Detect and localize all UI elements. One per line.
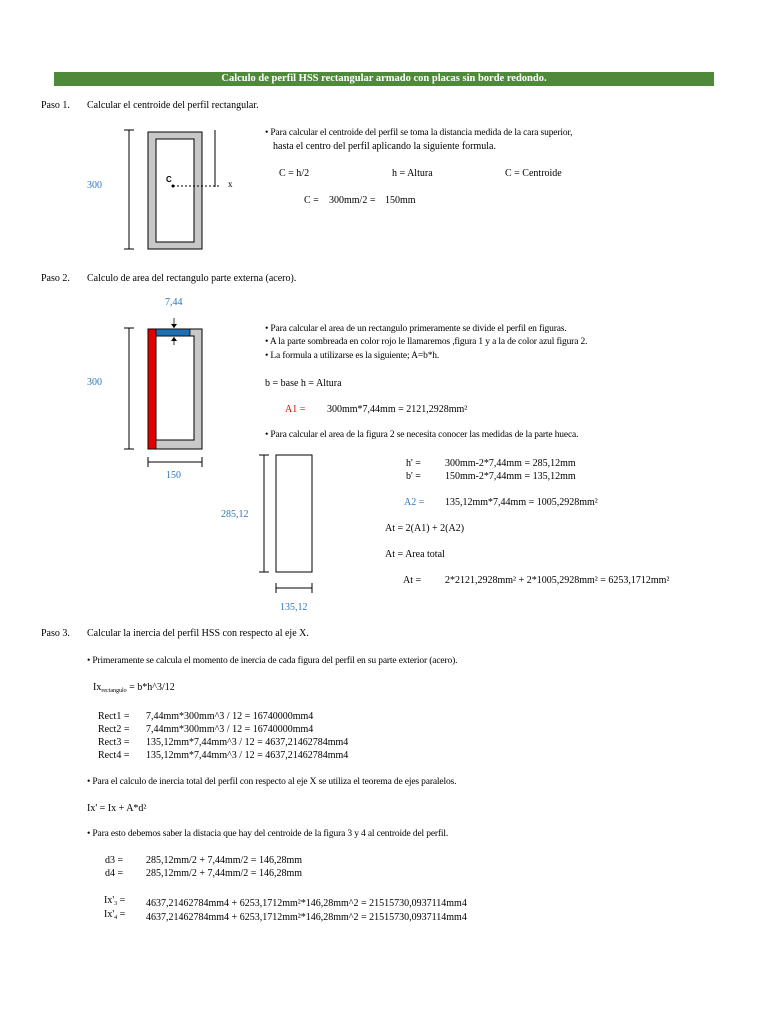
formula-h: h = Altura: [392, 168, 433, 179]
parallel-axis-formula: Ix' = Ix + A*d²: [87, 803, 147, 814]
d3-label: d3 =: [105, 855, 124, 866]
step1-dim-height: 300: [87, 180, 102, 191]
calc-c-value: 300mm/2 =: [329, 195, 376, 206]
at-label: At =: [403, 575, 422, 586]
rect3-value: 135,12mm*7,44mm^3 / 12 = 4637,21462784mm4: [146, 737, 349, 748]
step3-bullet1: • Primeramente se calcula el momento de inercia de cada figura del perfil en su parte exterior (acero).: [87, 656, 458, 666]
step2-bullet3: • La formula a utilizarse es la siguiente; A=b*h.: [265, 351, 440, 361]
ix4-label: [104, 909, 125, 921]
rect2-label: Rect2 =: [98, 724, 130, 735]
step2-profile-diagram: [120, 312, 220, 472]
ix4-sub: 4: [114, 915, 118, 921]
ix-rect-formula: [93, 682, 175, 694]
step2-bullet1: • Para calcular el area de un rectangulo primeramente se divide el perfil en figuras.: [265, 324, 567, 334]
hollow-height: 285,12: [221, 509, 249, 520]
ix-prefix: Ix: [93, 682, 102, 693]
step1-profile-diagram: [120, 125, 240, 255]
step1-bullet1-line2: hasta el centro del perfil aplicando la siguiente formula.: [273, 141, 496, 152]
step1-heading: Calcular el centroide del perfil rectangular.: [87, 100, 259, 111]
at-formula: At = 2(A1) + 2(A2): [385, 523, 465, 534]
d4-label: d4 =: [105, 868, 124, 879]
step2-dim-height: 300: [87, 377, 102, 388]
ix4-suffix: =: [117, 909, 126, 920]
ix3-prefix: Ix': [104, 895, 115, 906]
a1-label: A1 =: [285, 404, 306, 415]
step2-label: Paso 2.: [41, 273, 70, 284]
step2-heading: Calculo de area del rectangulo parte externa (acero).: [87, 273, 297, 284]
b-prime-value: 150mm-2*7,44mm = 135,12mm: [445, 471, 576, 482]
centroid-letter: C: [166, 175, 172, 184]
step1-bullet1-line1: • Para calcular el centroide del perfil se toma la distancia medida de la cara superior,: [265, 128, 573, 138]
ix-subscript: rectangulo: [101, 688, 127, 694]
step2-dim-top: 7,44: [165, 297, 183, 308]
hollow-width: 135,12: [280, 602, 308, 613]
d3-value: 285,12mm/2 + 7,44mm/2 = 146,28mm: [146, 855, 303, 866]
step3-heading: Calcular la inercia del perfil HSS con respecto al eje X.: [87, 628, 309, 639]
step2-bullet2: • A la parte sombreada en color rojo le llamaremos ,figura 1 y a la de color azul figura 2.: [265, 337, 588, 347]
base-height-def: b = base h = Altura: [265, 378, 342, 389]
h-prime-value: 300mm-2*7,44mm = 285,12mm: [445, 458, 576, 469]
step2-bullet4: • Para calcular el area de la figura 2 se necesita conocer las medidas de la parte hueca.: [265, 430, 579, 440]
formula-c: C = h/2: [279, 168, 310, 179]
step2-dim-width: 150: [166, 470, 181, 481]
axis-letter: x: [228, 179, 233, 189]
formula-c-def: C = Centroide: [505, 168, 562, 179]
at-def: At = Area total: [385, 549, 445, 560]
h-prime-label: h' =: [406, 458, 421, 469]
b-prime-label: b' =: [406, 471, 421, 482]
ix4-prefix: Ix': [104, 909, 115, 920]
page-title: Calculo de perfil HSS rectangular armado con placas sin borde redondo.: [54, 72, 714, 86]
a2-value: 135,12mm*7,44mm = 1005,2928mm²: [445, 497, 598, 508]
step3-bullet3: • Para esto debemos saber la distacia que hay del centroide de la figura 3 y 4 al centroide del perfil.: [87, 829, 449, 839]
d4-value: 285,12mm/2 + 7,44mm/2 = 146,28mm: [146, 868, 303, 879]
rect1-value: 7,44mm*300mm^3 / 12 = 16740000mm4: [146, 711, 314, 722]
step3-bullet2: • Para el calculo de inercia total del perfil con respecto al eje X se utiliza el teorema de ejes paralelos.: [87, 777, 457, 787]
ix-formula-text: = b*h^3/12: [129, 682, 175, 693]
rect2-value: 7,44mm*300mm^3 / 12 = 16740000mm4: [146, 724, 314, 735]
rect1-label: Rect1 =: [98, 711, 130, 722]
ix3-label: [104, 895, 125, 907]
rect4-value: 135,12mm*7,44mm^3 / 12 = 4637,21462784mm4: [146, 750, 349, 761]
step1-label: Paso 1.: [41, 100, 70, 111]
ix3-value: 4637,21462784mm4 + 6253,1712mm²*146,28mm^2 = 21515730,0937114mm4: [146, 898, 467, 909]
calc-c-result: 150mm: [385, 195, 416, 206]
ix3-suffix: =: [117, 895, 126, 906]
calc-c-label: C =: [304, 195, 319, 206]
a2-label: A2 =: [404, 497, 425, 508]
at-value: 2*2121,2928mm² + 2*1005,2928mm² = 6253,1712mm²: [445, 575, 670, 586]
step3-label: Paso 3.: [41, 628, 70, 639]
hollow-diagram: [255, 450, 325, 600]
rect3-label: Rect3 =: [98, 737, 130, 748]
ix3-sub: 3: [114, 901, 118, 907]
ix4-value: 4637,21462784mm4 + 6253,1712mm²*146,28mm^2 = 21515730,0937114mm4: [146, 912, 467, 923]
a1-value: 300mm*7,44mm = 2121,2928mm²: [327, 404, 468, 415]
rect4-label: Rect4 =: [98, 750, 130, 761]
